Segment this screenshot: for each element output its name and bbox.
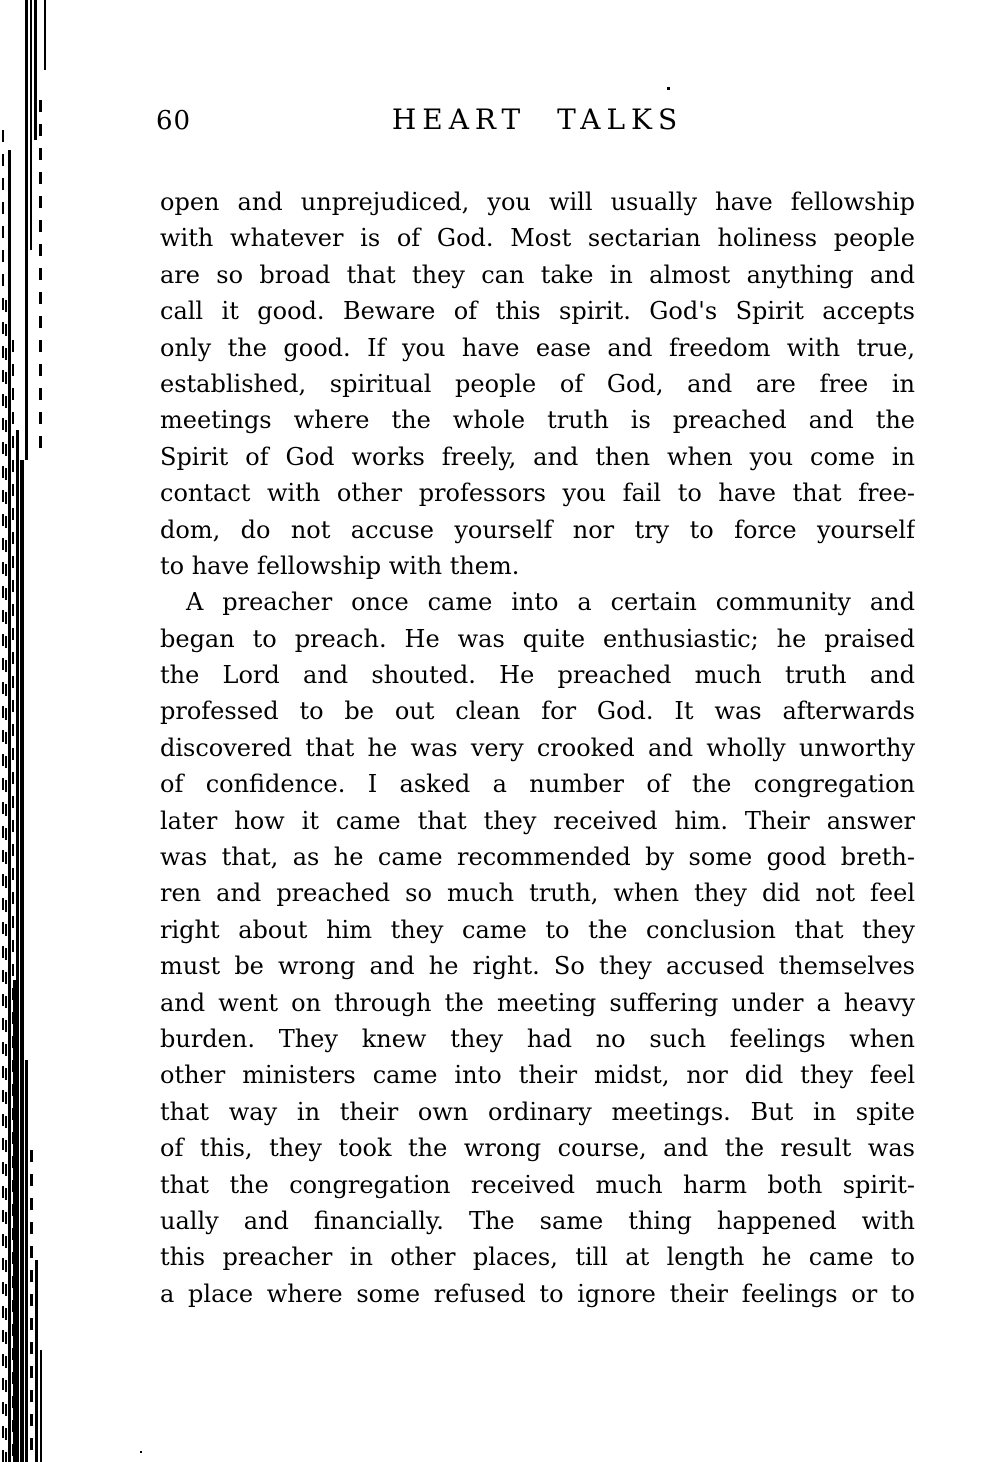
text-line: began to preach. He was quite enthusiastic; he praised [160, 624, 915, 653]
text-line: are so broad that they can take in almost anything and [160, 260, 915, 289]
text-line: and went on through the meeting suffering under a heavy [160, 988, 915, 1017]
scan-artifact-line [30, 1150, 33, 1462]
body-text [160, 184, 915, 1312]
text-line: right about him they came to the conclusion that they [160, 915, 915, 944]
text-line: the Lord and shouted. He preached much truth and [160, 661, 915, 690]
scan-artifact-line [8, 150, 11, 1462]
text-line: other ministers came into their midst, nor did they feel [160, 1061, 915, 1090]
scan-artifact-line [2, 130, 4, 1462]
scan-artifact-line [44, 0, 46, 70]
paragraph [160, 584, 915, 1312]
text-line: burden. They knew they had no such feelings when [160, 1024, 915, 1053]
scan-artifact-line [20, 460, 24, 1462]
text-line: of confidence. I asked a number of the congregation [160, 770, 915, 799]
text-line: Spirit of God works freely, and then when you come in [160, 442, 915, 471]
text-line: only the good. If you have ease and freedom with true, [160, 333, 915, 362]
text-line: later how it came that they received him. Their answer [160, 806, 915, 835]
text-line: with whatever is of God. Most sectarian holiness people [160, 224, 915, 253]
text-line: must be wrong and he right. So they accused themselves [160, 952, 915, 981]
text-line: open and unprejudiced, you will usually have fellowship [160, 188, 915, 216]
scan-artifact-line [35, 1260, 38, 1462]
text-line: meetings where the whole truth is preached and the [160, 406, 915, 435]
scan-artifact-line [13, 980, 16, 1462]
scan-artifact-line [25, 1060, 28, 1462]
text-line: established, spiritual people of God, and are free in [160, 369, 915, 398]
text-line: professed to be out clean for God. It was afterwards [160, 697, 915, 726]
scan-artifact-line [40, 1350, 42, 1462]
text-line: ually and financially. The same thing happened with [160, 1206, 915, 1235]
text-line: ren and preached so much truth, when they did not feel [160, 879, 915, 908]
paragraph [160, 184, 915, 584]
text-line: call it good. Beware of this spirit. God's Spirit accepts [160, 297, 915, 326]
text-line: that the congregation received much harm both spirit- [160, 1170, 915, 1199]
text-line: that way in their own ordinary meetings. But in spite [160, 1097, 915, 1126]
page-header [156, 103, 915, 143]
scan-artifact-line [5, 300, 7, 1462]
text-line: a place where some refused to ignore their feelings or to [160, 1279, 915, 1308]
page-number: 60 [156, 106, 192, 136]
text-line: this preacher in other places, till at length he came to [160, 1243, 915, 1272]
scan-artifact-line [16, 430, 19, 1462]
text-line: to have fellowship with them. [160, 551, 520, 580]
scan-artifact-line [25, 0, 28, 460]
scan-artifact-line [34, 0, 37, 140]
running-title: HEART TALKS [391, 103, 684, 136]
text-line: of this, they took the wrong course, and the result was [160, 1134, 915, 1163]
text-line: contact with other professors you fail to have that free- [160, 479, 915, 508]
text-line: discovered that he was very crooked and wholly unworthy [160, 733, 915, 762]
scan-artifact-line [39, 100, 42, 460]
text-line: dom, do not accuse yourself nor try to force yourself [160, 515, 915, 544]
scan-speck [667, 87, 670, 90]
text-line: A preacher once came into a certain community and [186, 588, 915, 617]
text-line: was that, as he came recommended by some good breth- [160, 843, 915, 872]
scan-artifact-line [30, 0, 32, 250]
scan-speck [140, 1451, 142, 1453]
